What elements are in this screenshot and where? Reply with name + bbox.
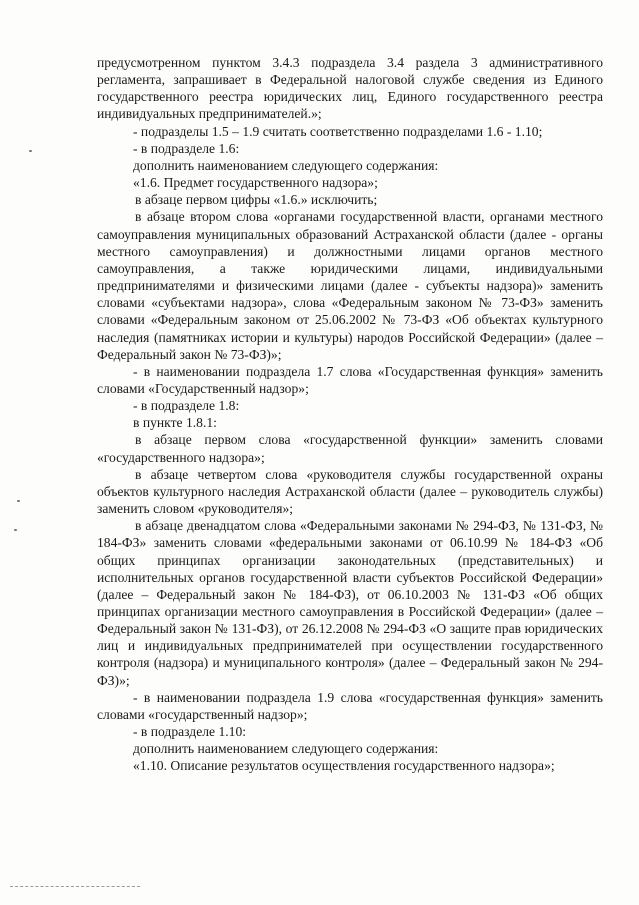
paragraph-subsection-1-8: - в подразделе 1.8: [133, 398, 240, 414]
paragraph-first-abzac: в абзаце первом цифры «1.6.» исключить; [135, 192, 378, 208]
paragraph-first-abzac-1-8-1: в абзаце первом слова «государственной функции» заменить словами «государственного надзора»; [97, 432, 603, 465]
scan-speck [29, 150, 32, 152]
scan-speck [14, 529, 17, 531]
paragraph-subsection-1-9: - в наименовании подраздела 1.9 слова «государственная функция» заменить словами «государственный надзор»; [97, 689, 603, 722]
paragraph-heading-1-10: «1.10. Описание результатов осуществления государственного надзора»; [133, 758, 555, 774]
paragraph-subsection-1-7: - в наименовании подраздела 1.7 слова «Государственная функция» заменить словами «Государственный надзор»; [97, 363, 603, 396]
paragraph-subsection-1-6: - в подразделе 1.6: [133, 140, 240, 156]
paragraph-continuation: предусмотренном пунктом 3.4.3 подраздела 3.4 раздела 3 административного регламента, запрашивает в Федеральной налоговой службе сведения из Единого государственного реестра юридических лиц, Единого государственного реестра индивидуальных предпринимателей.»; [97, 55, 603, 122]
paragraph-subsection-1-10: - в подразделе 1.10: [133, 724, 247, 740]
paragraph-subsections-renumber: - подразделы 1.5 – 1.9 считать соответственно подразделами 1.6 - 1.10; [133, 123, 543, 139]
paragraph-twelfth-abzac: в абзаце двенадцатом слова «Федеральными законами № 294-ФЗ, № 131-ФЗ, № 184-ФЗ» заменить словами «федеральными законами от 06.10.99 № 184-ФЗ «Об общих принципах организации законодательных (представительных) и исполнительных органов государственной власти субъектов Российской Федерации» (далее – Федеральный закон № 184-ФЗ), от 06.10.2003 № 131-ФЗ «Об общих принципах организации местного самоуправления в Российской Федерации» (далее – Федеральный закон № 131-ФЗ), от 26.12.2008 № 294-ФЗ «О защите прав юридических лиц и индивидуальных предпринимателей при осуществлении государственного контроля (надзора) и муниципального контроля» (далее – Федеральный закон № 294-ФЗ)»; [97, 518, 603, 688]
footer-rule [10, 886, 140, 888]
paragraph-second-abzac: в абзаце втором слова «органами государственной власти, органами местного самоуправления муниципальных образований Астраханской области (далее - органы местного самоуправления) и должностными лицами органов местного самоуправления, а также юридическими лицами, индивидуальными предпринимателями и физическими лицами (далее - субъекты надзора)» заменить словами «субъектами надзора», слова «Федеральным законом № 73-ФЗ» заменить словами «Федеральным законом от 25.06.2002 № 73-ФЗ «Об объектах культурного наследия (памятниках истории и культуры) народов Российской Федерации» (далее – Федеральный закон № 73-ФЗ)»; [97, 209, 603, 362]
document-body [97, 54, 603, 775]
paragraph-point-1-8-1: в пункте 1.8.1: [133, 415, 217, 431]
paragraph-heading-1-6: «1.6. Предмет государственного надзора»; [133, 175, 378, 191]
paragraph-add-heading: дополнить наименованием следующего содержания: [133, 157, 439, 173]
paragraph-fourth-abzac: в абзаце четвертом слова «руководителя службы государственной охраны объектов культурного наследия Астраханской области (далее – руководитель службы) заменить словом «руководителя»; [97, 466, 603, 517]
paragraph-add-heading-1-10: дополнить наименованием следующего содержания: [133, 741, 439, 757]
scan-speck [17, 500, 20, 502]
